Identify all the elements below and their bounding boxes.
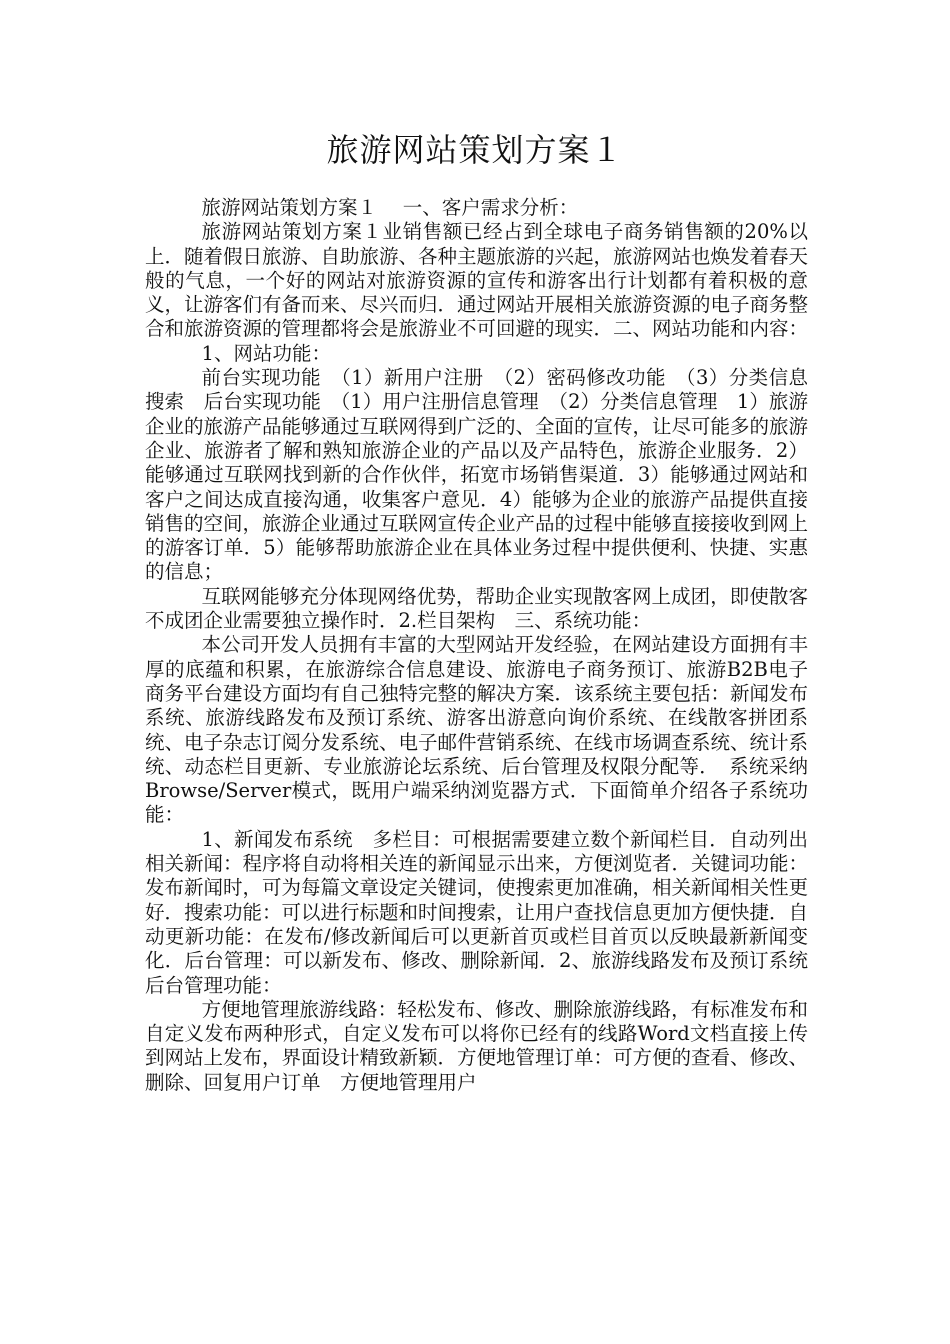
document-body	[145, 196, 828, 1095]
paragraph: 前台实现功能 （1）新用户注册 （2）密码修改功能 （3）分类信息搜索 后台实现功能 （1）用户注册信息管理 （2）分类信息管理 1）旅游企业的旅游产品能够通过互联网得到广泛的、全面的宣传，让尽可能多的旅游企业、旅游者了解和熟知旅游企业的产品以及产品特色，旅游企业服务．2）能够通过互联网找到新的合作伙伴，拓宽市场销售渠道．3）能够通过网站和客户之间达成直接沟通，收集客户意见．4）能够为企业的旅游产品提供直接销售的空间，旅游企业通过互联网宣传企业产品的过程中能够直接接收到网上的游客订单．5）能够帮助旅游企业在具体业务过程中提供便利、快捷、实惠的信息；	[145, 366, 809, 584]
paragraph: 本公司开发人员拥有丰富的大型网站开发经验，在网站建设方面拥有丰厚的底蕴和积累，在旅游综合信息建设、旅游电子商务预订、旅游B2B电子商务平台建设方面均有自己独特完整的解决方案．该系统主要包括：新闻发布系统、旅游线路发布及预订系统、游客出游意向询价系统、在线散客拼团系统、电子杂志订阅分发系统、电子邮件营销系统、在线市场调查系统、统计系统、动态栏目更新、专业旅游论坛系统、后台管理及权限分配等． 系统采纳Browse/Server模式，既用户端采纳浏览器方式．下面简单介绍各子系统功能：	[145, 633, 809, 827]
document-title: 旅游网站策划方案１	[326, 131, 624, 169]
paragraph: 互联网能够充分体现网络优势，帮助企业实现散客网上成团，即使散客不成团企业需要独立操作时．2.栏目架构 三、系统功能：	[145, 584, 808, 633]
paragraph: 1、新闻发布系统 多栏目：可根据需要建立数个新闻栏目．自动列出相关新闻：程序将自动将相关连的新闻显示出来，方便浏览者．关键词功能：发布新闻时，可为每篇文章设定关键词，使搜索更加准确，相关新闻相关性更好．搜索功能：可以进行标题和时间搜索，让用户查找信息更加方便快捷．自动更新功能：在发布/修改新闻后可以更新首页或栏目首页以反映最新新闻变化．后台管理：可以新发布、修改、删除新闻．2、旅游线路发布及预订系统 后台管理功能：	[145, 827, 828, 997]
paragraph: 1、网站功能：	[201, 341, 331, 365]
paragraph: 方便地管理旅游线路：轻松发布、修改、删除旅游线路，有标准发布和自定义发布两种形式，自定义发布可以将你已经有的线路Word文档直接上传到网站上发布，界面设计精致新颖．方便地管理订单：可方便的查看、修改、删除、回复用户订单 方便地管理用户	[145, 997, 809, 1094]
paragraph: 旅游网站策划方案１业销售额已经占到全球电子商务销售额的20%以上．随着假日旅游、自助旅游、各种主题旅游的兴起，旅游网站也焕发着春天般的气息，一个好的网站对旅游资源的宣传和游客出行计划都有着积极的意义，让游客们有备而来、尽兴而归．通过网站开展相关旅游资源的电子商务整合和旅游资源的管理都将会是旅游业不可回避的现实．二、网站功能和内容：	[145, 220, 809, 341]
paragraph: 旅游网站策划方案１ 一、客户需求分析：	[201, 196, 579, 219]
